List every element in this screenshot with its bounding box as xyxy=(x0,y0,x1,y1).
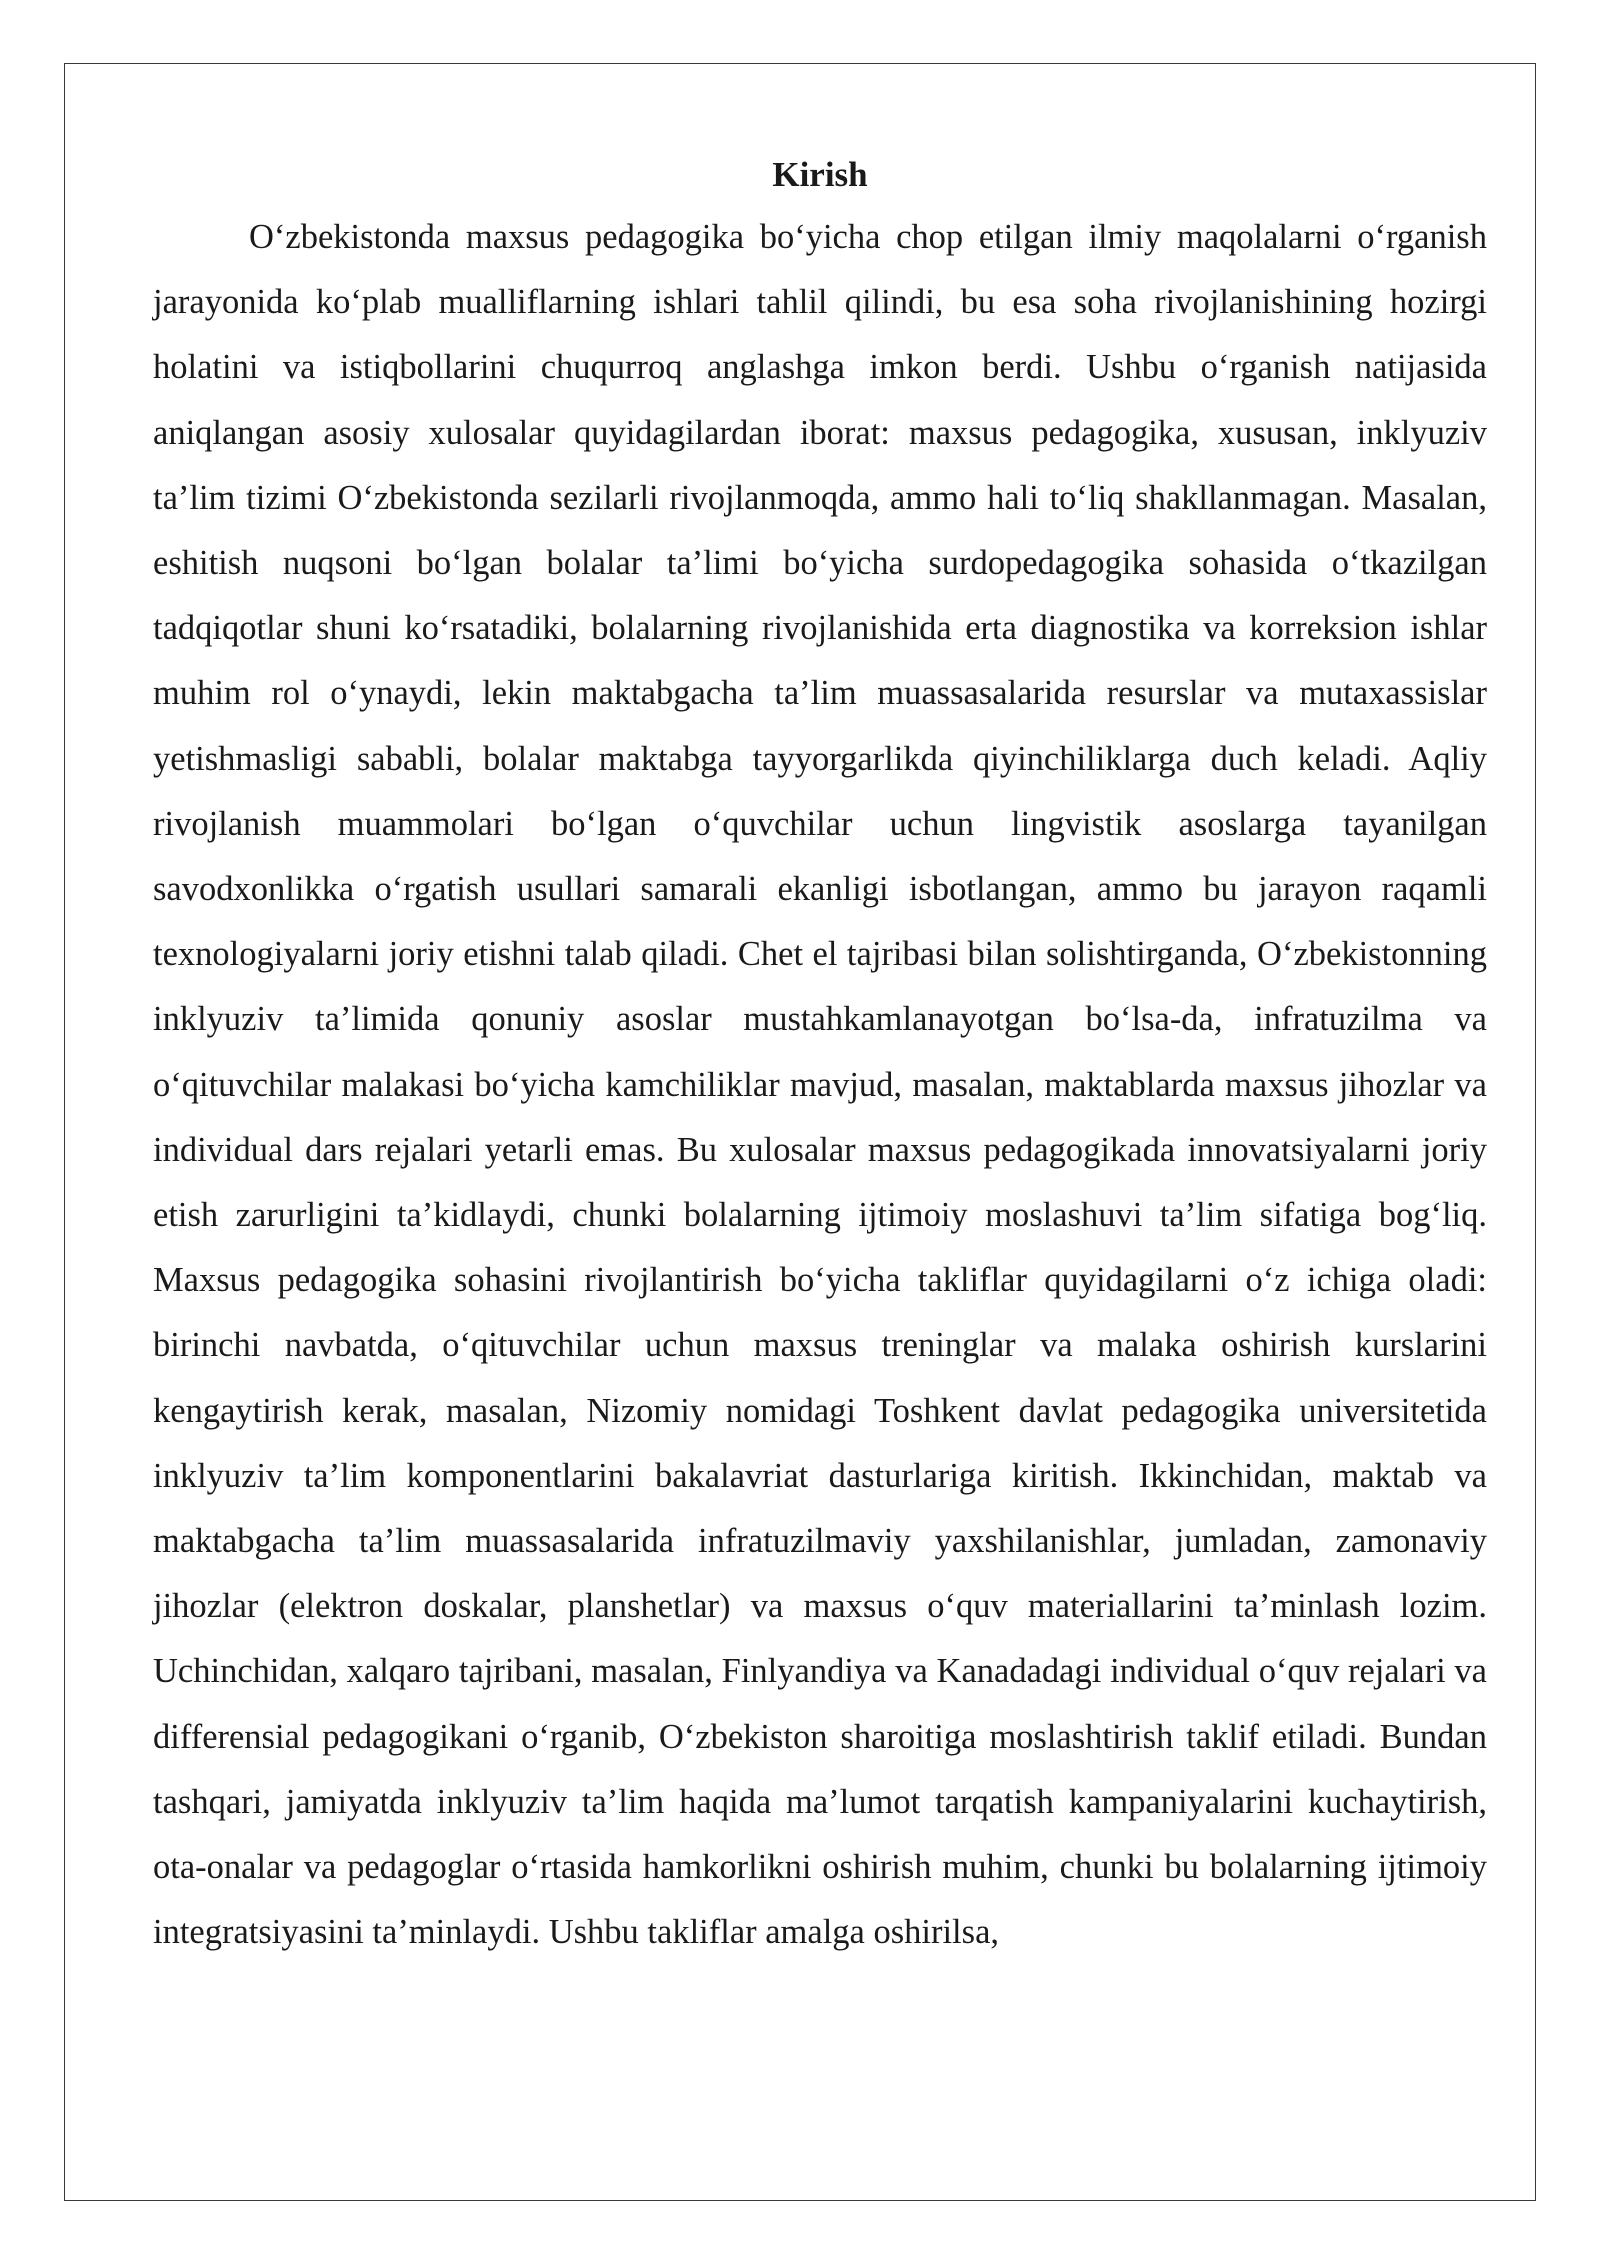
body-paragraph: O‘zbekistonda maxsus pedagogika bo‘yicha chop etilgan ilmiy maqolalarni o‘rganish jarayonida ko‘plab mualliflarning ishlari tahlil qilindi, bu esa soha rivojlanishining hozirgi holatini va istiqbollarini chuqurroq anglashga imkon berdi. Ushbu o‘rganish natijasida aniqlangan asosiy xulosalar quyidagilardan iborat: maxsus pedagogika, xususan, inklyuziv ta’lim tizimi O‘zbekistonda sezilarli rivojlanmoqda, ammo hali to‘liq shakllanmagan. Masalan, eshitish nuqsoni bo‘lgan bolalar ta’limi bo‘yicha surdopedagogika sohasida o‘tkazilgan tadqiqotlar shuni ko‘rsatadiki, bolalarning rivojlanishida erta diagnostika va korreksion ishlar muhim rol o‘ynaydi, lekin maktabgacha ta’lim muassasalarida resurslar va mutaxassislar yetishmasligi sababli, bolalar maktabga tayyorgarlikda qiyinchiliklarga duch keladi. Aqliy rivojlanish muammolari bo‘lgan o‘quvchilar uchun lingvistik asoslarga tayanilgan savodxonlikka o‘rgatish usullari samarali ekanligi isbotlangan, ammo bu jarayon raqamli texnologiyalarni joriy etishni talab qiladi. Chet el tajribasi bilan solishtirganda, O‘zbekistonning inklyuziv ta’limida qonuniy asoslar mustahkamlanayotgan bo‘lsa-da, infratuzilma va o‘qituvchilar malakasi bo‘yicha kamchiliklar mavjud, masalan, maktablarda maxsus jihozlar va individual dars rejalari yetarli emas. Bu xulosalar maxsus pedagogikada innovatsiyalarni joriy etish zarurligini ta’kidlaydi, chunki bolalarning ijtimoiy moslashuvi ta’lim sifatiga bog‘liq. Maxsus pedagogika sohasini rivojlantirish bo‘yicha takliflar quyidagilarni o‘z ichiga oladi: birinchi navbatda, o‘qituvchilar uchun maxsus treninglar va malaka oshirish kurslarini kengaytirish kerak, masalan, Nizomiy nomidagi Toshkent davlat pedagogika universitetida inklyuziv ta’lim komponentlarini bakalavriat dasturlariga kiritish. Ikkinchidan, maktab va maktabgacha ta’lim muassasalarida infratuzilmaviy yaxshilanishlar, jumladan, zamonaviy jihozlar (elektron doskalar, planshetlar) va maxsus o‘quv materiallarini ta’minlash lozim. Uchinchidan, xalqaro tajribani, masalan, Finlyandiya va Kanadadagi individual o‘quv rejalari va differensial pedagogikani o‘rganib, O‘zbekiston sharoitiga moslashtirish taklif etiladi. Bundan tashqari, jamiyatda inklyuziv ta’lim haqida ma’lumot tarqatish kampaniyalarini kuchaytirish, ota-onalar va pedagoglar o‘rtasida hamkorlikni oshirish muhim, chunki bu bolalarning ijtimoiy integratsiyasini ta’minlaydi. Ushbu takliflar amalga oshirilsa, xyxy=(153,218,1487,1952)
document-title: Kirish xyxy=(772,155,868,194)
document-body xyxy=(153,145,1487,1965)
